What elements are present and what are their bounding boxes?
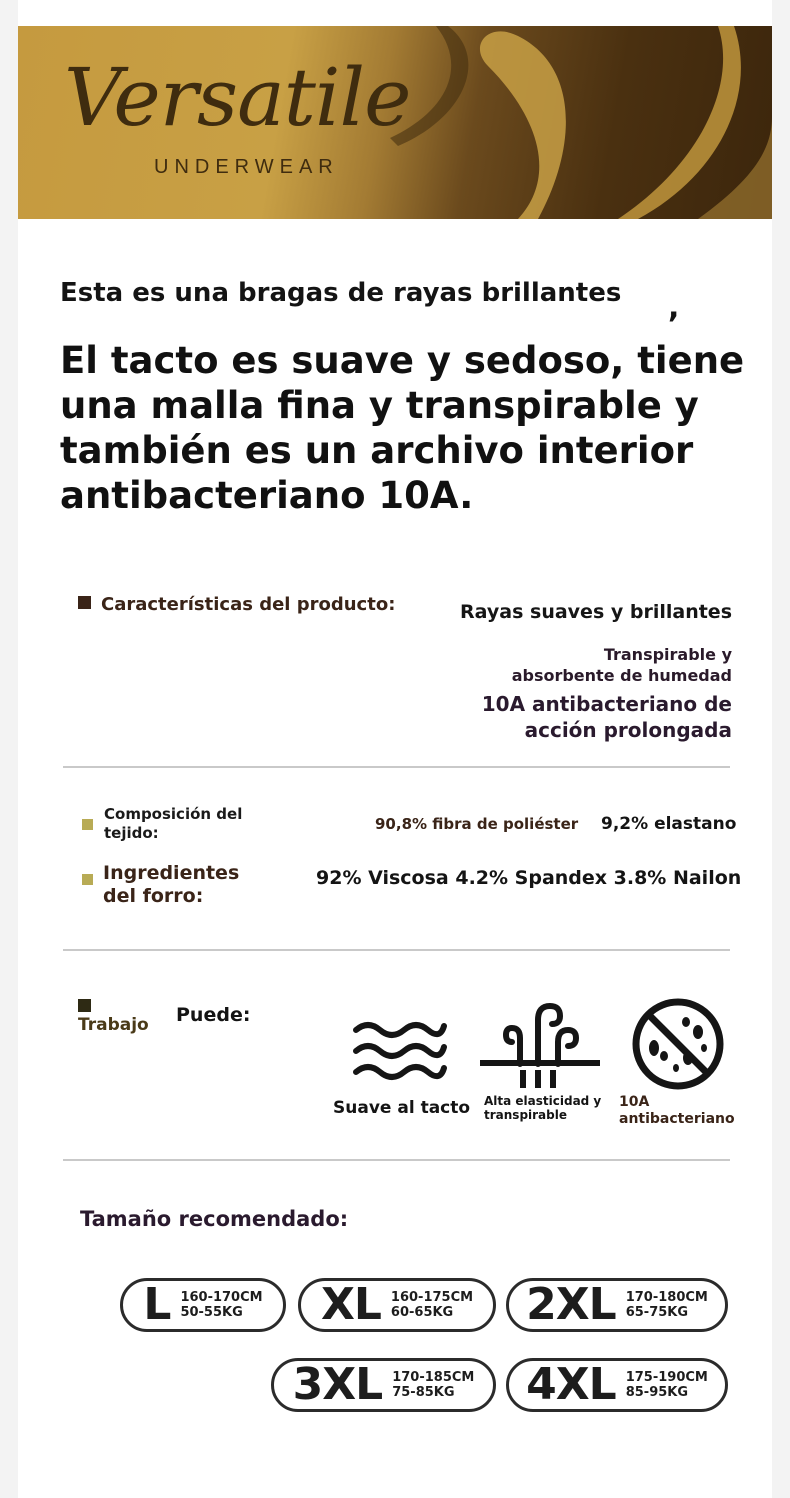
- fabric-label: Composición del tejido:: [82, 805, 252, 843]
- no-bacteria-icon: [630, 996, 726, 1092]
- icon-caption: Suave al tacto: [333, 1098, 471, 1118]
- size-pill-2xl: [506, 1278, 728, 1332]
- square-bullet-icon: [78, 999, 91, 1012]
- divider: [63, 1159, 730, 1161]
- divider: [63, 766, 730, 768]
- size-title: Tamaño recomendado:: [80, 1207, 349, 1231]
- size-weight: 60-65KG: [390, 1305, 454, 1320]
- size-weight: 65-75KG: [625, 1305, 689, 1320]
- puede-label: Puede:: [176, 1004, 251, 1026]
- size-pill-l: [120, 1278, 286, 1332]
- square-bullet-icon: [82, 819, 93, 830]
- fabric-elastane: 9,2% elastano: [601, 814, 737, 834]
- size-weight: 75-85KG: [392, 1385, 455, 1400]
- size-label: 2XL: [526, 1279, 616, 1330]
- work-label: Trabajo: [78, 999, 149, 1036]
- waves-icon: [352, 1018, 448, 1084]
- feature-item: Transpirable y absorbente de humedad: [511, 645, 732, 685]
- size-height: 160-175CM: [390, 1290, 474, 1305]
- size-pill-4xl: [506, 1358, 728, 1412]
- size-height: 170-180CM: [625, 1290, 708, 1305]
- size-weight: 85-95KG: [625, 1385, 689, 1400]
- size-height: 170-185CM: [392, 1370, 475, 1385]
- size-label: 4XL: [526, 1359, 616, 1410]
- fabric-polyester: 90,8% fibra de poliéster: [375, 815, 579, 833]
- divider: [63, 949, 730, 951]
- lining-label: Ingredientes del forro:: [82, 862, 262, 908]
- square-bullet-icon: [82, 874, 93, 885]
- size-weight: 50-55KG: [180, 1305, 243, 1320]
- lining-value: 92% Viscosa 4.2% Spandex 3.8% Nailon: [316, 867, 742, 889]
- size-label: XL: [320, 1279, 381, 1330]
- intro-line: Esta es una bragas de rayas brillantes: [60, 278, 622, 308]
- size-label: 3XL: [292, 1359, 383, 1410]
- square-bullet-icon: [78, 596, 91, 609]
- icon-caption: Alta elasticidad y transpirable: [484, 1094, 602, 1122]
- brand-banner: [18, 26, 772, 219]
- size-label: L: [143, 1279, 171, 1330]
- icon-caption: 10A antibacteriano: [619, 1094, 735, 1127]
- size-pill-xl: [298, 1278, 496, 1332]
- headline: El tacto es suave y sedoso, tiene una malla fina y transpirable y también es un archivo interior antibacteriano 10A.: [60, 339, 745, 517]
- intro-comma: ,: [668, 290, 680, 325]
- size-height: 160-170CM: [180, 1290, 263, 1305]
- feature-item: Rayas suaves y brillantes: [460, 601, 732, 623]
- size-height: 175-190CM: [625, 1370, 708, 1385]
- product-page: [18, 0, 772, 1498]
- size-pill-3xl: [271, 1358, 496, 1412]
- brand-subtitle: UNDERWEAR: [154, 156, 339, 178]
- brand-logo: Versatile: [64, 51, 411, 144]
- breathable-icon: [480, 1002, 600, 1092]
- features-label: Características del producto:: [78, 594, 395, 616]
- feature-item: 10A antibacteriano de acción prolongada: [481, 692, 732, 742]
